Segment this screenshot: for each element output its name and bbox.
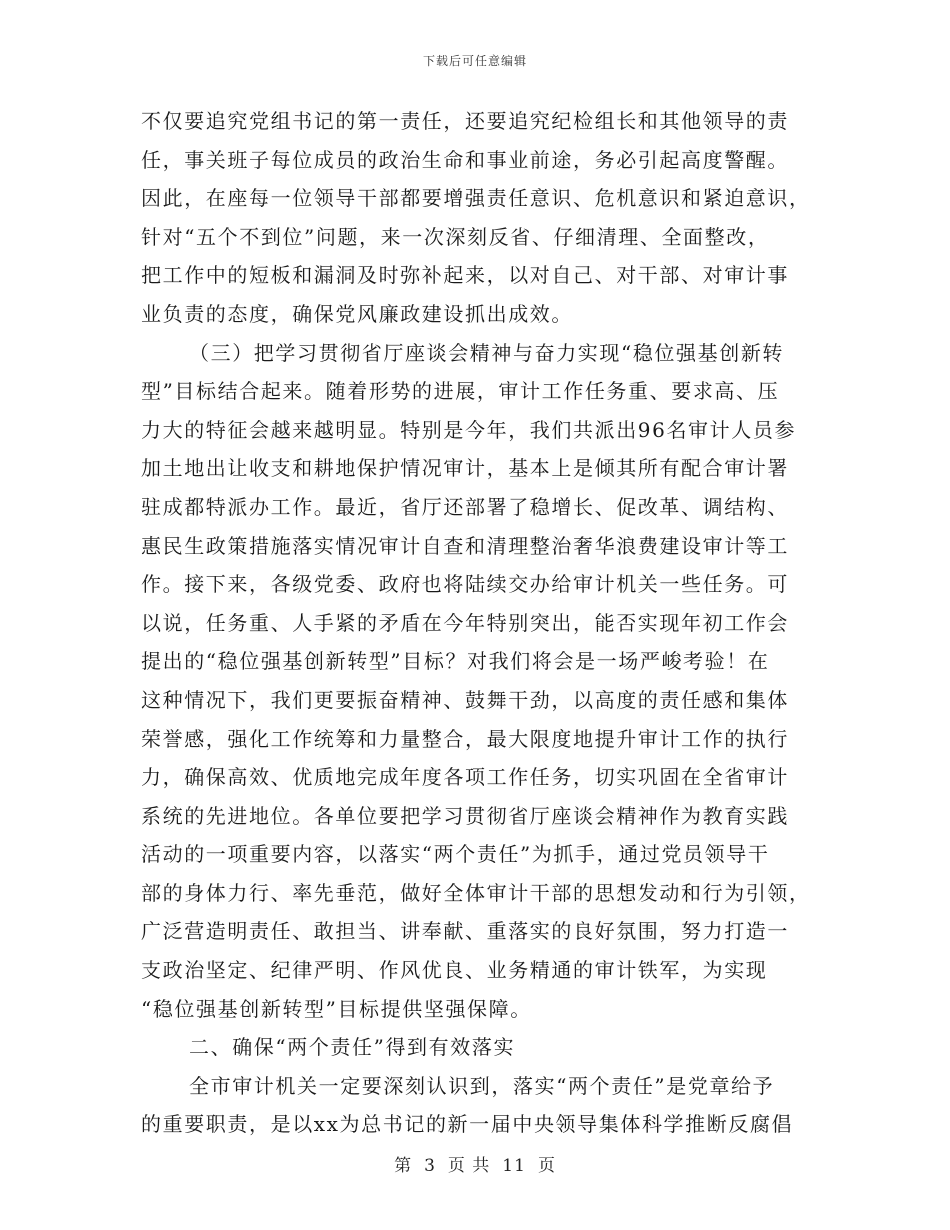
paragraph-start-line: 全市审计机关一定要深刻认识到，落实“两个责任”是党章给予 (189, 1073, 775, 1098)
footer-middle: 页 共 (447, 1156, 491, 1176)
footer-suffix: 页 (537, 1156, 556, 1176)
header-note: 下载后可任意编辑 (422, 54, 527, 68)
body-line: 广泛营造明责任、敢担当、讲奉献、重落实的良好氛围，努力打造一 (141, 919, 789, 944)
body-line: 这种情况下，我们更要振奋精神、鼓舞干劲，以高度的责任感和集体 (141, 687, 789, 712)
body-line: 惠民生政策措施落实情况审计自查和清理整治奢华浪费建设审计等工 (141, 533, 789, 558)
document-body (141, 102, 811, 1144)
body-line: 以说，任务重、人手紧的矛盾在今年特别突出，能否实现年初工作会 (141, 610, 789, 635)
body-line: 活动的一项重要内容，以落实“两个责任”为抓手，通过党员领导干 (141, 842, 770, 867)
body-line: 业负责的态度，确保党风廉政建设抓出成效。 (141, 301, 573, 326)
body-line: 把工作中的短板和漏洞及时弥补起来，以对自己、对干部、对审计事 (141, 263, 789, 288)
footer-total-pages: 11 (502, 1156, 526, 1176)
body-line: 不仅要追究党组书记的第一责任，还要追究纪检组长和其他领导的责 (141, 109, 789, 133)
page-footer (0, 1151, 950, 1176)
body-line: 加土地出让收支和耕地保护情况审计，基本上是倾其所有配合审计署 (141, 456, 789, 481)
footer-page-number: 3 (424, 1156, 436, 1176)
body-line: 因此，在座每一位领导干部都要增强责任意识、危机意识和紧迫意识， (141, 186, 811, 211)
body-line: 提出的“稳位强基创新转型”目标？对我们将会是一场严峻考验！在 (141, 649, 770, 674)
body-line: 部的身体力行、率先垂范，做好全体审计干部的思想发动和行为引领， (141, 880, 811, 905)
body-line: 任，事关班子每位成员的政治生命和事业前途，务必引起高度警醒。 (141, 147, 789, 172)
body-line: 的重要职责，是以xx为总书记的新一届中央领导集体科学推断反腐倡 (141, 1112, 794, 1137)
page-header (0, 52, 950, 69)
body-line: 支政治坚定、纪律严明、作风优良、业务精通的审计铁军，为实现 (141, 958, 768, 983)
footer-prefix: 第 (394, 1156, 413, 1176)
body-line: “稳位强基创新转型”目标提供坚强保障。 (141, 996, 532, 1021)
body-line: 驻成都特派办工作。最近，省厅还部署了稳增长、促改革、调结构、 (141, 494, 789, 519)
body-line: 荣誉感，强化工作统筹和力量整合，最大限度地提升审计工作的执行 (141, 726, 789, 751)
paragraph-start-line: （三）把学习贯彻省厅座谈会精神与奋力实现“稳位强基创新转 (189, 340, 785, 365)
section-heading: 二、确保“两个责任”得到有效落实 (189, 1035, 516, 1060)
body-line: 力大的特征会越来越明显。特别是今年，我们共派出96名审计人员参 (141, 417, 797, 442)
body-line: 型”目标结合起来。随着形势的进展，审计工作任务重、要求高、压 (141, 379, 780, 404)
body-line: 力，确保高效、优质地完成年度各项工作任务，切实巩固在全省审计 (141, 765, 789, 790)
body-line: 针对“五个不到位”问题，来一次深刻反省、仔细清理、全面整改， (141, 224, 770, 249)
body-line: 作。接下来，各级党委、政府也将陆续交办给审计机关一些任务。可 (141, 572, 789, 597)
body-line: 系统的先进地位。各单位要把学习贯彻省厅座谈会精神作为教育实践 (141, 803, 789, 828)
